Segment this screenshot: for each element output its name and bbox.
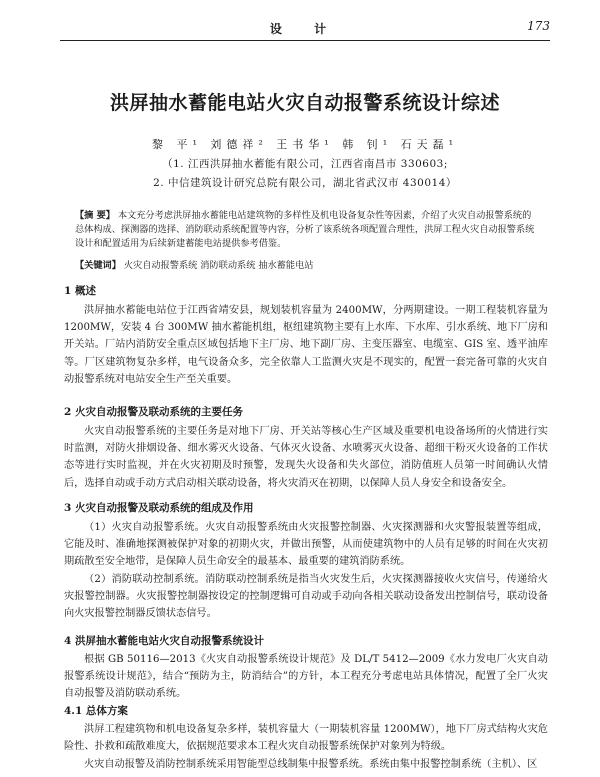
running-header-section: 设 计 — [269, 22, 341, 36]
section-4-1-paragraph-1: 洪屏工程建筑物和机电设备复杂多样，装机容量大（一期装机容量 1200MW），地下厂房式结构火灾危险性、扑救和疏散难度大，依据规范要求本工程火灾自动报警系统保护对象列为特级。 — [64, 724, 548, 753]
section-3-paragraph-1: （1）火灾自动报警系统。火灾自动报警系统由火灾报警控制器、火灾探测器和火灾警报装置等组成，它能及时、准确地探测被保护对象的初期火灾，并做出预警，从而使建筑物中的人员有足够的时间在火灾初期疏散至安全地带，是保障人员生命安全的最基本、最重要的建筑消防系统。 — [64, 522, 548, 568]
paper-title: 洪屏抽水蓄能电站火灾自动报警系统设计综述 — [109, 92, 500, 114]
section-4-1-paragraph-2: 火灾自动报警及消防控制系统采用智能型总线制集中报警系统。系统由集中报警控制系统（主机）、区 — [84, 759, 538, 770]
abstract — [75, 209, 538, 252]
running-header — [60, 18, 550, 41]
abstract-label: 【摘 要】 — [75, 210, 115, 221]
keywords-text: 火灾自动报警系统 消防联动系统 抽水蓄能电站 — [123, 260, 314, 271]
section-3-paragraph-2: （2）消防联动控制系统。消防联动控制系统是指当火灾发生后，火灾探测器接收火灾信号，传递给火灾报警控制器。火灾报警控制器按设定的控制逻辑可自动或手动向各相关联动设备发出控制信号，联动设备向火灾报警控制器反馈状态信号。 — [64, 574, 548, 620]
section-1-paragraph: 洪屏抽水蓄能电站位于江西省靖安县，规划装机容量为 2400MW，分两期建设。一期工程装机容量为 1200MW，安装 4 台 300MW 抽水蓄能机组，枢纽建筑物主要有上水库、下水库、引水系统、地下厂房和开关站。厂站内消防安全重点区域包括地下主厂房、地下副厂房、主变压器室、电缆室、GIS 室、透平油库等。厂区建筑物复杂多样，电气设备众多，完全依靠人工监测火灾是不现实的，配置一套完备可靠的火灾自动报警系统对电站安全生产至关重要。 — [64, 305, 548, 385]
section-2-paragraph: 火灾自动报警系统的主要任务是对地下厂房、开关站等核心生产区域及重要机电设备场所的火情进行实时监测，对防火排烟设备、细水雾灭火设备、气体灭火设备、水喷雾灭火设备、超细干粉灭火设备的工作状态等进行实时监视，并在火灾初期及时预警，发现失火设备和失火部位，消防值班人员第一时间确认火情后，选择自动或手动方式启动相关联动设备，将火灾消灭在初期，以保障人员人身安全和设备安全。 — [64, 426, 548, 489]
keywords-label: 【关键词】 — [75, 260, 121, 271]
section-heading-1: 1 概述 — [64, 285, 96, 297]
abstract-text: 本文充分考虑洪屏抽水蓄能电站建筑物的多样性及机电设备复杂性等因素，介绍了火灾自动报警系统的总体构成、探测器的选择、消防联动系统配置等内容，分析了该系统各项配置合理性，洪屏工程火灾自动报警系统设计和配置适用为后续新建蓄能电站提供参考借鉴。 — [75, 210, 535, 250]
affiliation-2: 2. 中信建筑设计研究总院有限公司，湖北省武汉市 430014） — [153, 177, 457, 189]
page-number: 173 — [527, 19, 550, 33]
keywords — [75, 257, 538, 271]
section-heading-4-1: 4.1 总体方案 — [64, 705, 128, 717]
section-heading-4: 4 洪屏抽水蓄能电站火灾自动报警系统设计 — [64, 635, 264, 647]
section-heading-2: 2 火灾自动报警及联动系统的主要任务 — [64, 406, 243, 418]
section-heading-3: 3 火灾自动报警及联动系统的组成及作用 — [64, 502, 254, 514]
affiliation-1: （1. 江西洪屏抽水蓄能有限公司，江西省南昌市 330603; — [162, 158, 448, 170]
section-4-paragraph: 根据 GB 50116—2013《火灾自动报警系统设计规范》及 DL/T 5412—2009《水力发电厂火灾自动报警系统设计规范》，结合“预防为主，防消结合”的方针，本工程充分考虑电站具体情况，配置了全厂火灾自动报警及消防联动系统。 — [64, 654, 548, 700]
author-list: 黎 平¹ 刘德祥² 王书华¹ 韩 钊¹ 石天磊¹ — [151, 138, 459, 151]
